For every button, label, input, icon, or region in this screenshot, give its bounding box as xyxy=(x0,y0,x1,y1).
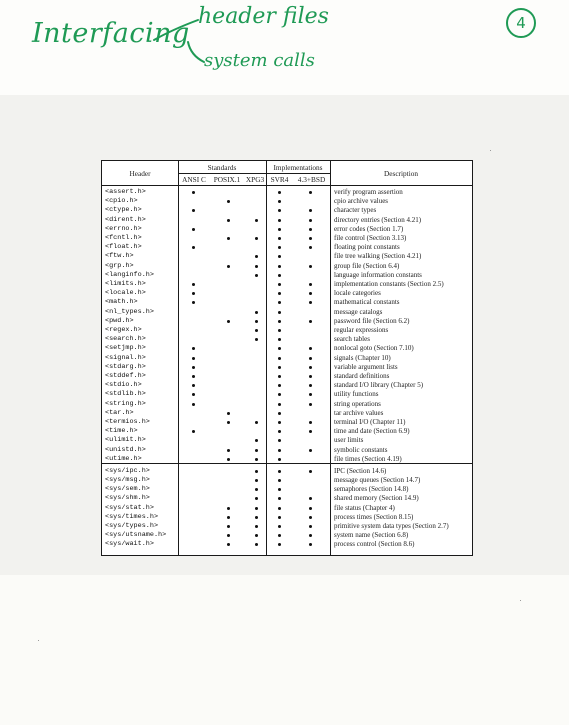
support-dot xyxy=(309,507,312,510)
header-file-name: <ulimit.h> xyxy=(105,436,146,445)
col-description: Description xyxy=(383,168,419,178)
col-bsd: 4.3+BSD xyxy=(297,174,326,184)
header-description: semaphores (Section 14.8) xyxy=(334,485,409,494)
table-row xyxy=(102,280,472,289)
header-file-name: <limits.h> xyxy=(105,280,146,288)
support-dot xyxy=(192,301,195,304)
table-row xyxy=(102,363,472,372)
support-dot xyxy=(278,246,281,249)
header-description: system name (Section 6.8) xyxy=(334,531,409,540)
header-file-name: <time.h> xyxy=(105,427,138,436)
support-dot xyxy=(309,384,312,387)
support-dot xyxy=(278,338,281,341)
header-file-name: <sys/sem.h> xyxy=(105,485,150,494)
handwritten-note-system-calls: system calls xyxy=(204,50,315,71)
header-file-name: <dirent.h> xyxy=(105,215,146,224)
support-dot xyxy=(278,265,281,268)
support-dot xyxy=(255,320,258,323)
table-row xyxy=(102,216,472,225)
support-dot xyxy=(278,516,281,519)
support-dot xyxy=(309,375,312,378)
table-row xyxy=(102,494,472,503)
table-row xyxy=(102,335,472,344)
support-dot xyxy=(309,516,312,519)
support-dot xyxy=(278,421,281,424)
header-description: password file (Section 6.2) xyxy=(334,316,410,325)
support-dot xyxy=(227,543,230,546)
header-description: utility functions xyxy=(334,390,379,399)
header-description: signals (Chapter 10) xyxy=(334,353,391,362)
support-dot xyxy=(255,237,258,240)
support-dot xyxy=(227,458,230,461)
support-dot xyxy=(309,366,312,369)
table-row xyxy=(102,540,472,549)
support-dot xyxy=(278,274,281,277)
support-dot xyxy=(278,200,281,203)
support-dot xyxy=(255,507,258,510)
support-dot xyxy=(309,543,312,546)
support-dot xyxy=(278,329,281,332)
support-dot xyxy=(278,430,281,433)
support-dot xyxy=(192,366,195,369)
support-dot xyxy=(309,525,312,528)
table-row xyxy=(102,409,472,418)
support-dot xyxy=(309,357,312,360)
support-dot xyxy=(255,525,258,528)
header-description: cpio archive values xyxy=(334,197,389,206)
scan-speck xyxy=(38,640,39,641)
support-dot xyxy=(192,347,195,350)
support-dot xyxy=(255,255,258,258)
header-description: string operations xyxy=(334,399,381,408)
header-description: language information constants xyxy=(334,270,422,279)
support-dot xyxy=(227,421,230,424)
support-dot xyxy=(309,449,312,452)
table-row xyxy=(102,234,472,243)
table-row xyxy=(102,400,472,409)
table-row xyxy=(102,197,472,206)
header-file-name: <stdarg.h> xyxy=(105,362,146,371)
scan-speck xyxy=(520,600,521,601)
header-file-name: <ctype.h> xyxy=(105,206,142,215)
table-row xyxy=(102,522,472,531)
support-dot xyxy=(255,439,258,442)
table-row xyxy=(102,504,472,513)
support-dot xyxy=(278,393,281,396)
header-file-name: <math.h> xyxy=(105,298,138,307)
header-file-name: <search.h> xyxy=(105,335,146,344)
support-dot xyxy=(192,191,195,194)
table-row xyxy=(102,289,472,298)
header-description: time and date (Section 6.9) xyxy=(334,427,410,436)
table-row xyxy=(102,354,472,363)
table-row xyxy=(102,372,472,381)
support-dot xyxy=(278,347,281,350)
support-dot xyxy=(192,375,195,378)
table-row xyxy=(102,436,472,445)
support-dot xyxy=(255,543,258,546)
support-dot xyxy=(309,403,312,406)
header-description: verify program assertion xyxy=(334,188,403,196)
header-description: error codes (Section 1.7) xyxy=(334,224,404,233)
support-dot xyxy=(278,525,281,528)
table-row xyxy=(102,427,472,436)
support-dot xyxy=(309,265,312,268)
col-posix: POSIX.1 xyxy=(213,174,241,184)
table-row xyxy=(102,446,472,455)
header-description: file times (Section 4.19) xyxy=(334,454,402,463)
support-dot xyxy=(309,470,312,473)
table-row xyxy=(102,418,472,427)
header-file-name: <sys/utsname.h> xyxy=(105,531,167,540)
support-dot xyxy=(255,274,258,277)
support-dot xyxy=(255,458,258,461)
header-description: IPC (Section 14.6) xyxy=(334,466,387,475)
support-dot xyxy=(255,488,258,491)
support-dot xyxy=(227,534,230,537)
support-dot xyxy=(192,228,195,231)
support-dot xyxy=(227,525,230,528)
support-dot xyxy=(278,449,281,452)
header-file-name: <setjmp.h> xyxy=(105,344,146,353)
header-description: symbolic constants xyxy=(334,445,388,454)
support-dot xyxy=(309,497,312,500)
support-dot xyxy=(227,219,230,222)
support-dot xyxy=(278,366,281,369)
header-description: user limits xyxy=(334,436,364,445)
support-dot xyxy=(309,301,312,304)
support-dot xyxy=(309,347,312,350)
header-description: file tree walking (Section 4.21) xyxy=(334,252,422,261)
support-dot xyxy=(278,209,281,212)
table-row xyxy=(102,476,472,485)
support-dot xyxy=(255,265,258,268)
support-dot xyxy=(278,301,281,304)
header-description: primitive system data types (Section 2.7) xyxy=(334,522,449,530)
support-dot xyxy=(278,403,281,406)
support-dot xyxy=(278,228,281,231)
table-row xyxy=(102,317,472,326)
header-table xyxy=(101,160,473,556)
support-dot xyxy=(278,458,281,461)
handwritten-note-header-files: header files xyxy=(198,4,329,29)
header-file-name: <stdlib.h> xyxy=(105,390,146,399)
support-dot xyxy=(309,534,312,537)
header-description: process control (Section 8.6) xyxy=(334,540,415,549)
support-dot xyxy=(278,311,281,314)
header-description: terminal I/O (Chapter 11) xyxy=(334,418,406,426)
table-row xyxy=(102,308,472,317)
support-dot xyxy=(227,237,230,240)
support-dot xyxy=(278,439,281,442)
header-description: group file (Section 6.4) xyxy=(334,261,400,270)
handwritten-note-interfacing: Interfacing xyxy=(32,18,190,49)
table-row xyxy=(102,455,472,464)
header-file-name: <grp.h> xyxy=(105,261,134,270)
header-file-name: <float.h> xyxy=(105,243,142,252)
support-dot xyxy=(278,479,281,482)
support-dot xyxy=(192,292,195,295)
support-dot xyxy=(309,246,312,249)
support-dot xyxy=(255,470,258,473)
support-dot xyxy=(278,237,281,240)
col-standards: Standards xyxy=(207,162,237,172)
support-dot xyxy=(278,507,281,510)
support-dot xyxy=(192,283,195,286)
header-description: tar archive values xyxy=(334,408,384,417)
col-xpg3: XPG3 xyxy=(245,174,265,184)
table-row xyxy=(102,252,472,261)
support-dot xyxy=(278,357,281,360)
header-description: message catalogs xyxy=(334,307,383,316)
support-dot xyxy=(278,497,281,500)
table-row xyxy=(102,485,472,494)
support-dot xyxy=(255,311,258,314)
header-description: character types xyxy=(334,206,377,215)
support-dot xyxy=(278,470,281,473)
header-file-name: <pwd.h> xyxy=(105,316,134,325)
header-description: floating point constants xyxy=(334,243,400,252)
header-file-name: <signal.h> xyxy=(105,353,146,362)
support-dot xyxy=(227,265,230,268)
support-dot xyxy=(255,329,258,332)
support-dot xyxy=(227,320,230,323)
header-file-name: <fcntl.h> xyxy=(105,234,142,242)
support-dot xyxy=(255,534,258,537)
support-dot xyxy=(227,516,230,519)
col-ansi: ANSI C xyxy=(182,174,206,184)
header-file-name: <sys/stat.h> xyxy=(105,503,154,512)
support-dot xyxy=(309,292,312,295)
header-file-name: <errno.h> xyxy=(105,224,142,233)
support-dot xyxy=(192,246,195,249)
support-dot xyxy=(227,507,230,510)
header-file-name: <sys/types.h> xyxy=(105,522,159,530)
support-dot xyxy=(309,209,312,212)
support-dot xyxy=(255,338,258,341)
table-row xyxy=(102,271,472,280)
support-dot xyxy=(278,320,281,323)
support-dot xyxy=(278,255,281,258)
table-row xyxy=(102,390,472,399)
scan-speck xyxy=(490,150,491,151)
support-dot xyxy=(278,375,281,378)
header-description: shared memory (Section 14.9) xyxy=(334,494,419,503)
header-description: mathematical constants xyxy=(334,298,400,307)
support-dot xyxy=(227,412,230,415)
support-dot xyxy=(278,283,281,286)
header-file-name: <sys/shm.h> xyxy=(105,494,150,503)
support-dot xyxy=(309,320,312,323)
col-header: Header xyxy=(129,168,151,178)
header-file-name: <string.h> xyxy=(105,399,146,408)
support-dot xyxy=(255,219,258,222)
header-file-name: <sys/times.h> xyxy=(105,512,159,521)
header-file-name: <stddef.h> xyxy=(105,372,146,380)
support-dot xyxy=(278,191,281,194)
support-dot xyxy=(309,219,312,222)
support-dot xyxy=(192,403,195,406)
header-description: locale categories xyxy=(334,289,381,298)
header-file-name: <tar.h> xyxy=(105,408,134,417)
header-file-name: <locale.h> xyxy=(105,289,146,298)
header-file-name: <unistd.h> xyxy=(105,445,146,454)
header-description: standard definitions xyxy=(334,372,390,380)
table-row xyxy=(102,298,472,307)
support-dot xyxy=(192,430,195,433)
header-file-name: <sys/msg.h> xyxy=(105,476,150,484)
table-row xyxy=(102,531,472,540)
support-dot xyxy=(255,516,258,519)
header-description: file status (Chapter 4) xyxy=(334,503,395,512)
header-description: process times (Section 8.15) xyxy=(334,512,414,521)
header-description: file control (Section 3.13) xyxy=(334,234,407,242)
header-file-name: <nl_types.h> xyxy=(105,307,154,316)
header-file-name: <langinfo.h> xyxy=(105,270,154,279)
support-dot xyxy=(278,534,281,537)
table-row xyxy=(102,243,472,252)
support-dot xyxy=(255,497,258,500)
support-dot xyxy=(192,357,195,360)
table-row xyxy=(102,344,472,353)
header-file-name: <ftw.h> xyxy=(105,252,134,261)
header-description: directory entries (Section 4.21) xyxy=(334,215,422,224)
support-dot xyxy=(278,412,281,415)
support-dot xyxy=(278,292,281,295)
support-dot xyxy=(278,384,281,387)
support-dot xyxy=(255,421,258,424)
table-row xyxy=(102,206,472,215)
support-dot xyxy=(309,283,312,286)
table-row xyxy=(102,262,472,271)
header-file-name: <sys/wait.h> xyxy=(105,540,154,549)
support-dot xyxy=(227,200,230,203)
support-dot xyxy=(309,430,312,433)
support-dot xyxy=(309,191,312,194)
page-number-circle: 4 xyxy=(506,8,536,38)
support-dot xyxy=(255,479,258,482)
support-dot xyxy=(309,228,312,231)
header-description: nonlocal goto (Section 7.10) xyxy=(334,344,414,353)
table-row xyxy=(102,326,472,335)
support-dot xyxy=(278,543,281,546)
table-row xyxy=(102,467,472,476)
table-row xyxy=(102,513,472,522)
support-dot xyxy=(309,421,312,424)
header-description: variable argument lists xyxy=(334,362,398,371)
support-dot xyxy=(192,393,195,396)
support-dot xyxy=(278,219,281,222)
support-dot xyxy=(255,449,258,452)
header-description: regular expressions xyxy=(334,326,389,334)
table-row xyxy=(102,188,472,197)
col-implementations: Implementations xyxy=(273,162,323,172)
header-file-name: <regex.h> xyxy=(105,326,142,334)
col-svr4: SVR4 xyxy=(270,174,289,184)
header-description: implementation constants (Section 2.5) xyxy=(334,280,444,288)
table-row xyxy=(102,381,472,390)
support-dot xyxy=(309,237,312,240)
table-row xyxy=(102,225,472,234)
header-file-name: <sys/ipc.h> xyxy=(105,466,150,475)
header-description: standard I/O library (Chapter 5) xyxy=(334,381,424,390)
header-file-name: <stdio.h> xyxy=(105,381,142,390)
header-file-name: <cpio.h> xyxy=(105,197,138,206)
header-file-name: <assert.h> xyxy=(105,188,146,196)
header-description: search tables xyxy=(334,335,370,344)
support-dot xyxy=(227,449,230,452)
header-file-name: <utime.h> xyxy=(105,454,142,463)
support-dot xyxy=(192,209,195,212)
divider xyxy=(178,173,330,174)
support-dot xyxy=(192,384,195,387)
header-description: message queues (Section 14.7) xyxy=(334,476,421,484)
header-file-name: <termios.h> xyxy=(105,418,150,426)
support-dot xyxy=(309,393,312,396)
support-dot xyxy=(278,488,281,491)
